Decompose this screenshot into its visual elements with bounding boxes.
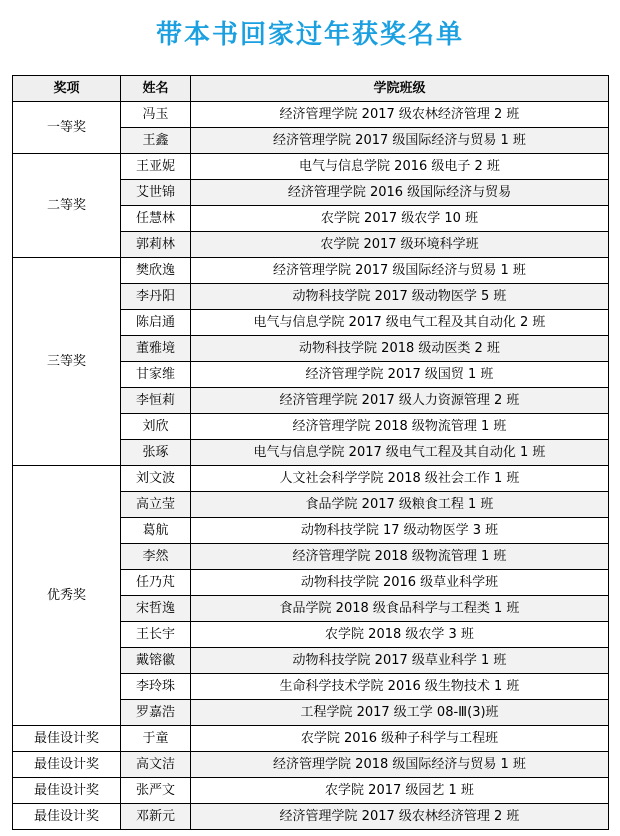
class-cell: 生命科学技术学院 2016 级生物技术 1 班 xyxy=(191,674,609,700)
name-cell: 李丹阳 xyxy=(121,284,191,310)
name-cell: 王鑫 xyxy=(121,128,191,154)
awards-table xyxy=(12,75,609,830)
class-cell: 经济管理学院 2017 级国际经济与贸易 1 班 xyxy=(191,128,609,154)
class-cell: 经济管理学院 2017 级国际经济与贸易 1 班 xyxy=(191,258,609,284)
class-cell: 工程学院 2017 级工学 08-Ⅲ(3)班 xyxy=(191,700,609,726)
award-cell: 最佳设计奖 xyxy=(13,804,121,830)
award-cell: 最佳设计奖 xyxy=(13,752,121,778)
class-cell: 动物科技学院 2016 级草业科学班 xyxy=(191,570,609,596)
name-cell: 李然 xyxy=(121,544,191,570)
class-cell: 食品学院 2017 级粮食工程 1 班 xyxy=(191,492,609,518)
name-cell: 樊欣逸 xyxy=(121,258,191,284)
name-cell: 陈启通 xyxy=(121,310,191,336)
class-cell: 动物科技学院 2017 级草业科学 1 班 xyxy=(191,648,609,674)
name-cell: 王亚妮 xyxy=(121,154,191,180)
name-cell: 高文洁 xyxy=(121,752,191,778)
header-name: 姓名 xyxy=(121,76,191,102)
name-cell: 任慧林 xyxy=(121,206,191,232)
table-row xyxy=(13,726,609,752)
header-award: 奖项 xyxy=(13,76,121,102)
name-cell: 王长宇 xyxy=(121,622,191,648)
name-cell: 高立莹 xyxy=(121,492,191,518)
name-cell: 艾世锦 xyxy=(121,180,191,206)
name-cell: 李恒莉 xyxy=(121,388,191,414)
name-cell: 李玲珠 xyxy=(121,674,191,700)
class-cell: 农学院 2017 级农学 10 班 xyxy=(191,206,609,232)
award-cell: 优秀奖 xyxy=(13,466,121,726)
table-header-row xyxy=(13,76,609,102)
class-cell: 农学院 2018 级农学 3 班 xyxy=(191,622,609,648)
class-cell: 经济管理学院 2017 级农林经济管理 2 班 xyxy=(191,102,609,128)
class-cell: 经济管理学院 2018 级物流管理 1 班 xyxy=(191,544,609,570)
name-cell: 宋哲逸 xyxy=(121,596,191,622)
award-cell: 最佳设计奖 xyxy=(13,778,121,804)
name-cell: 戴镕徽 xyxy=(121,648,191,674)
table-row xyxy=(13,258,609,284)
class-cell: 电气与信息学院 2016 级电子 2 班 xyxy=(191,154,609,180)
class-cell: 经济管理学院 2018 级物流管理 1 班 xyxy=(191,414,609,440)
class-cell: 动物科技学院 2018 级动医类 2 班 xyxy=(191,336,609,362)
table-row xyxy=(13,778,609,804)
table-body xyxy=(13,102,609,830)
table-row xyxy=(13,154,609,180)
name-cell: 冯玉 xyxy=(121,102,191,128)
page-title: 带本书回家过年获奖名单 xyxy=(155,20,464,50)
name-cell: 于童 xyxy=(121,726,191,752)
award-cell: 二等奖 xyxy=(13,154,121,258)
class-cell: 人文社会科学学院 2018 级社会工作 1 班 xyxy=(191,466,609,492)
name-cell: 张琢 xyxy=(121,440,191,466)
class-cell: 农学院 2016 级种子科学与工程班 xyxy=(191,726,609,752)
name-cell: 罗嘉浩 xyxy=(121,700,191,726)
name-cell: 邓新元 xyxy=(121,804,191,830)
class-cell: 经济管理学院 2017 级国贸 1 班 xyxy=(191,362,609,388)
table-row xyxy=(13,804,609,830)
award-cell: 一等奖 xyxy=(13,102,121,154)
class-cell: 经济管理学院 2017 级农林经济管理 2 班 xyxy=(191,804,609,830)
class-cell: 经济管理学院 2017 级人力资源管理 2 班 xyxy=(191,388,609,414)
name-cell: 任乃芃 xyxy=(121,570,191,596)
class-cell: 经济管理学院 2018 级国际经济与贸易 1 班 xyxy=(191,752,609,778)
name-cell: 董雅境 xyxy=(121,336,191,362)
class-cell: 经济管理学院 2016 级国际经济与贸易 xyxy=(191,180,609,206)
name-cell: 刘文波 xyxy=(121,466,191,492)
award-cell: 三等奖 xyxy=(13,258,121,466)
award-cell: 最佳设计奖 xyxy=(13,726,121,752)
table-row xyxy=(13,752,609,778)
name-cell: 刘欣 xyxy=(121,414,191,440)
table-row xyxy=(13,102,609,128)
header-class: 学院班级 xyxy=(191,76,609,102)
class-cell: 农学院 2017 级园艺 1 班 xyxy=(191,778,609,804)
class-cell: 电气与信息学院 2017 级电气工程及其自动化 1 班 xyxy=(191,440,609,466)
table-row xyxy=(13,466,609,492)
name-cell: 郭莉林 xyxy=(121,232,191,258)
class-cell: 食品学院 2018 级食品科学与工程类 1 班 xyxy=(191,596,609,622)
name-cell: 张严文 xyxy=(121,778,191,804)
class-cell: 电气与信息学院 2017 级电气工程及其自动化 2 班 xyxy=(191,310,609,336)
class-cell: 动物科技学院 2017 级动物医学 5 班 xyxy=(191,284,609,310)
class-cell: 动物科技学院 17 级动物医学 3 班 xyxy=(191,518,609,544)
name-cell: 葛航 xyxy=(121,518,191,544)
name-cell: 甘家维 xyxy=(121,362,191,388)
class-cell: 农学院 2017 级环境科学班 xyxy=(191,232,609,258)
